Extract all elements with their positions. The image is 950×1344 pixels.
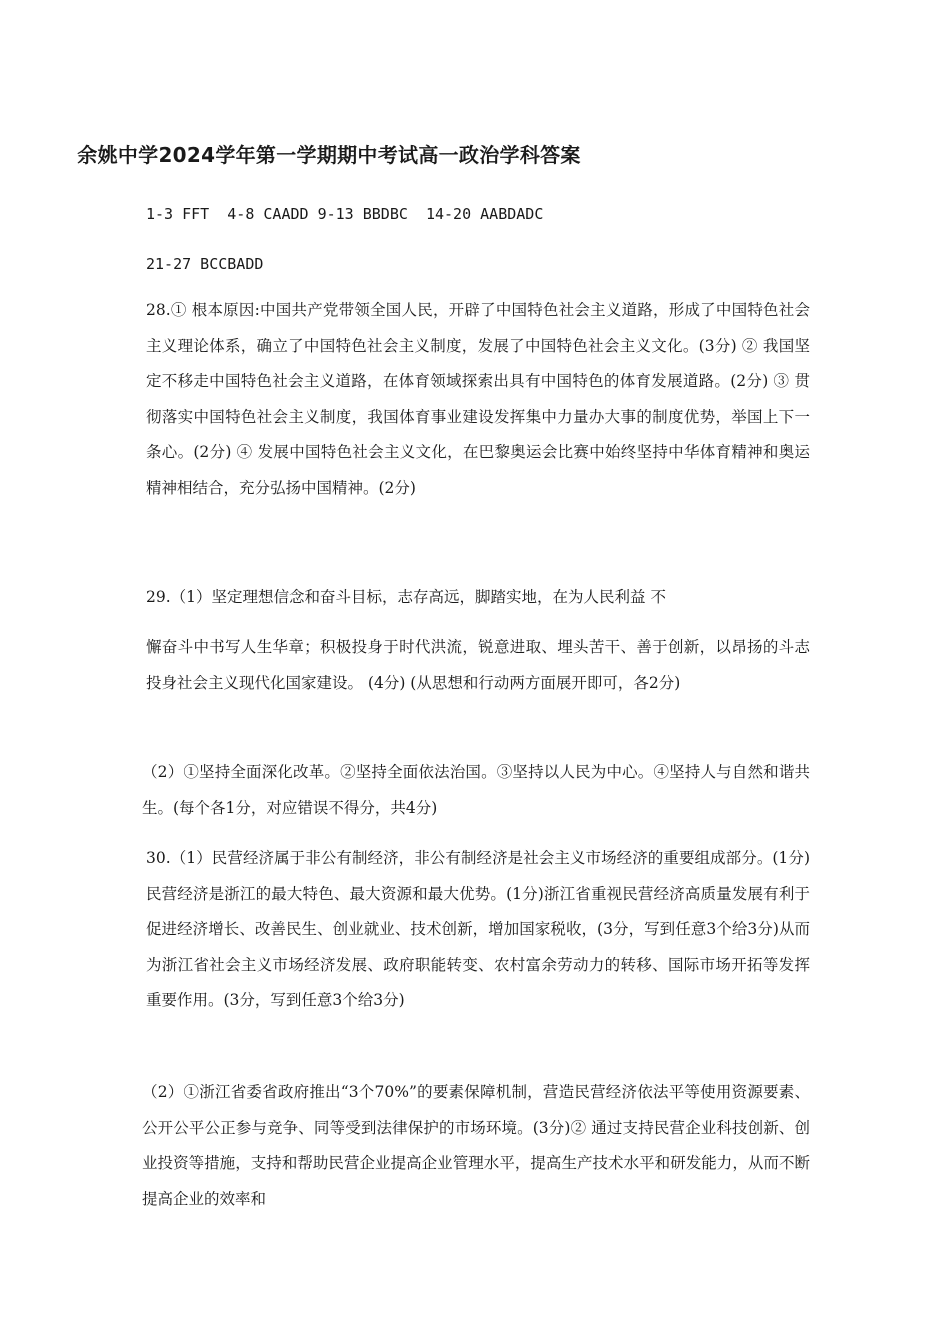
mc-answers-line-2: 21-27 BCCBADD: [146, 255, 264, 273]
q29-part1-first-line: 29.（1）坚定理想信念和奋斗目标，志存高远，脚踏实地，在为人民利益 不: [146, 588, 666, 606]
q30-part1-answer: 30.（1）民营经济属于非公有制经济，非公有制经济是社会主义市场经济的重要组成部分。(1分)民营经济是浙江的最大特色、最大资源和最大优势。(1分)浙江省重视民营经济高质量发展有利于促进经济增长、改善民生、创业就业、技术创新，增加国家税收，(3分，写到任意3个给3分)从而为浙江省社会主义市场经济发展、政府职能转变、农村富余劳动力的转移、国际市场开拓等发挥重要作用。(3分，写到任意3个给3分): [146, 849, 810, 1009]
q29-part1-answer: 懈奋斗中书写人生华章；积极投身于时代洪流，锐意进取、埋头苦干、善于创新，以昂扬的斗志投身社会主义现代化国家建设。 (4分) (从思想和行动两方面展开即可，各2分): [146, 638, 810, 692]
q28-answer: 28.① 根本原因:中国共产党带领全国人民，开辟了中国特色社会主义道路，形成了中国特色社会主义理论体系，确立了中国特色社会主义制度，发展了中国特色社会主义文化。(3分) ② 我国坚定不移走中国特色社会主义道路，在体育领域探索出具有中国特色的体育发展道路。(2分) ③ 贯彻落实中国特色社会主义制度，我国体育事业建设发挥集中力量办大事的制度优势，举国上下一条心。(2分) ④ 发展中国特色社会主义文化，在巴黎奥运会比赛中始终坚持中华体育精神和奥运精神相结合，充分弘扬中国精神。(2分): [146, 301, 810, 497]
q30-part2-answer: （2）①浙江省委省政府推出“3个70%”的要素保障机制，营造民营经济依法平等使用资源要素、公开公平公正参与竞争、同等受到法律保护的市场环境。(3分)② 通过支持民营企业科技创新、创业投资等措施，支持和帮助民营企业提高企业管理水平，提高生产技术水平和研发能力，从而不断提高企业的效率和: [142, 1083, 810, 1208]
page-title: 余姚中学2024学年第一学期期中考试高一政治学科答案: [77, 143, 581, 167]
mc-answers-line-1: 1-3 FFT 4-8 CAADD 9-13 BBDBC 14-20 AABDADC: [146, 205, 544, 223]
q29-part2-answer: （2）①坚持全面深化改革。②坚持全面依法治国。③坚持以人民为中心。④坚持人与自然和谐共生。(每个各1分，对应错误不得分，共4分): [142, 763, 810, 817]
